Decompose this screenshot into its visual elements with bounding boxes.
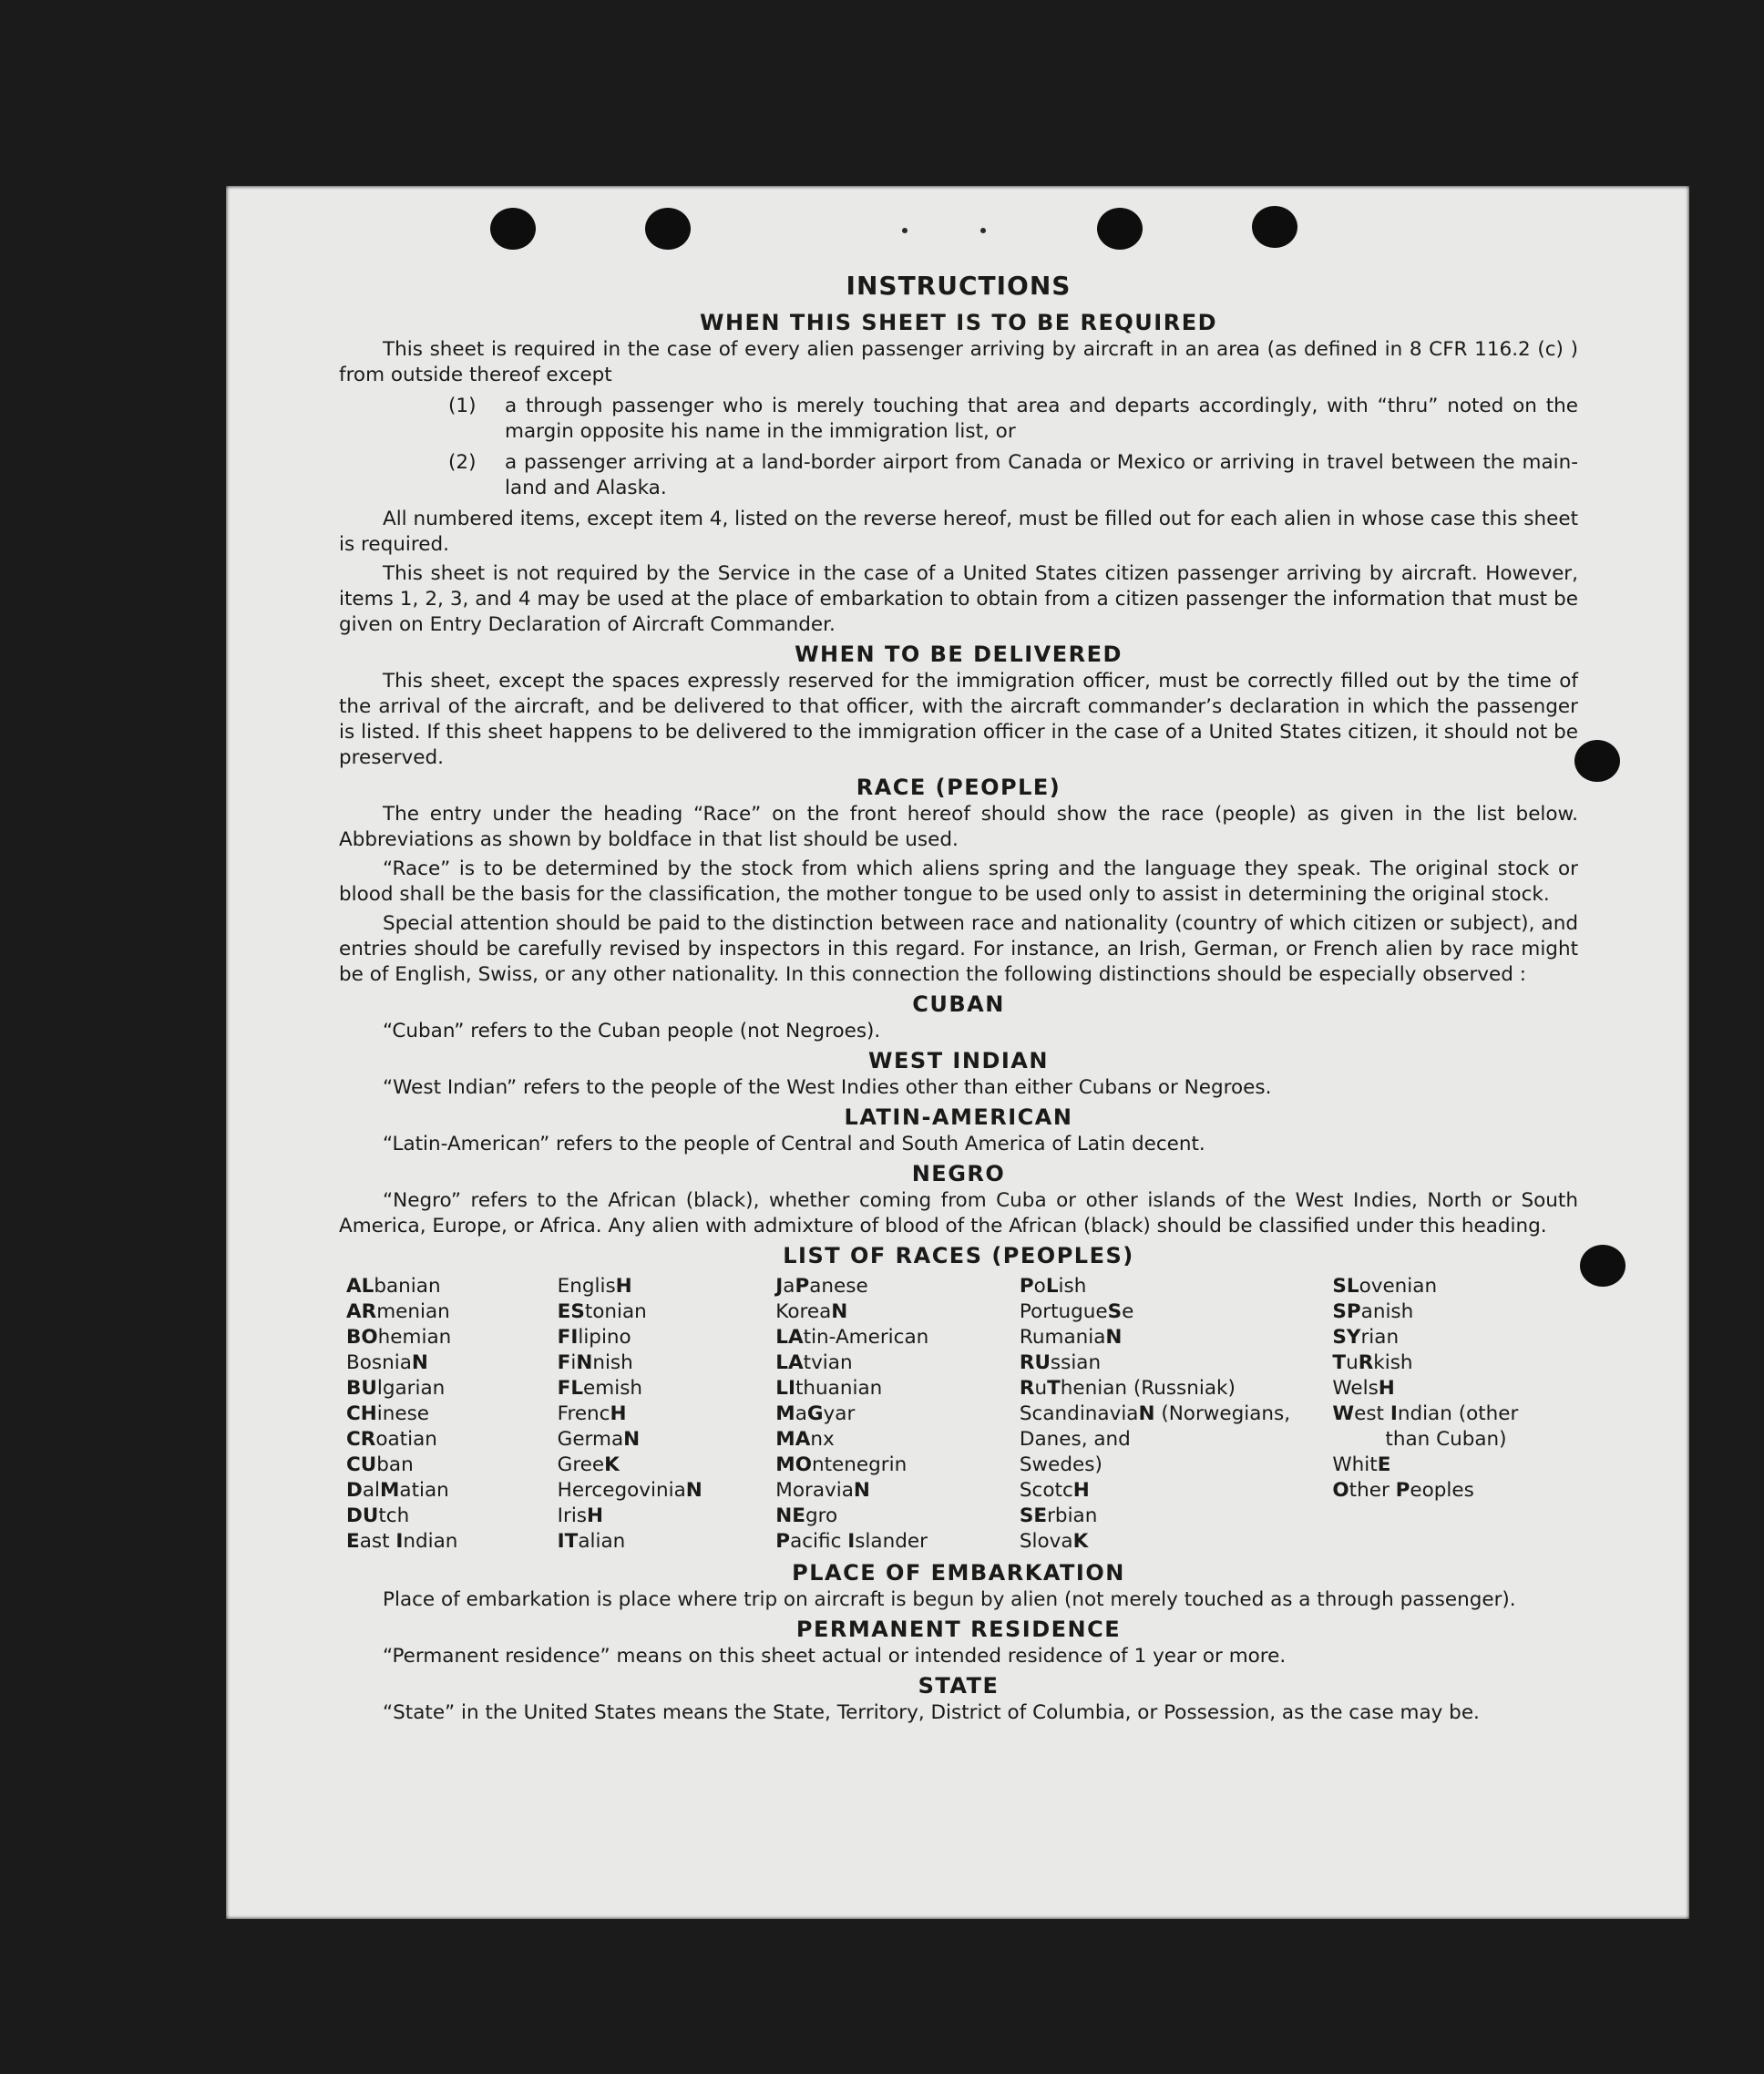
section-heading-delivered: WHEN TO BE DELIVERED [795, 642, 1123, 667]
race-entry: EStonian [557, 1300, 647, 1323]
race-entry: FIlipino [557, 1326, 631, 1349]
page-title: INSTRUCTIONS [846, 271, 1072, 301]
race-entry: SYrian [1332, 1326, 1400, 1349]
race-entry: GermaN [557, 1428, 641, 1451]
instructions-content [339, 273, 1578, 1730]
race-entry: ScandinaviaN (Norwegians, [1019, 1402, 1291, 1425]
race-entry: CRoatian [346, 1428, 437, 1451]
race-para-2: “Race” is to be determined by the stock from which aliens spring and the language they speak. The original stock or blood shall be the basis for the classification, the mother tongue to be used only to assist in determining the original stock. [339, 857, 1578, 906]
item-text: a passenger arriving at a land-border airport from Canada or Mexico or arriving in travel between the main-land and Alaska. [505, 451, 1578, 499]
race-entry: MaGyar [775, 1402, 856, 1425]
race-entry: DUtch [346, 1504, 410, 1527]
race-entry: BOhemian [346, 1326, 452, 1349]
item-number: (1) [448, 395, 477, 417]
section-heading-permanent-residence: PERMANENT RESIDENCE [795, 1617, 1122, 1642]
race-entry: TuRkish [1332, 1351, 1413, 1374]
race-entry: Danes, and [1019, 1428, 1131, 1451]
race-entry: MOntenegrin [775, 1453, 908, 1476]
races-column-4 [1020, 1274, 1332, 1555]
race-entry: WelsH [1332, 1377, 1395, 1400]
race-entry: FLemish [557, 1377, 643, 1400]
race-entry: NEgro [775, 1504, 838, 1527]
race-para-3: Special attention should be paid to the distinction between race and nationality (country of which citizen or subject), and entries should be carefully revised by inspectors in this regard. For instance, an Irish, German, or French alien by race might be of English, Swiss, or any other nationality. In this connection the following distinctions should be especially observed : [339, 912, 1578, 986]
race-entry: RuThenian (Russniak) [1019, 1377, 1236, 1400]
race-entry: ALbanian [346, 1275, 441, 1298]
race-entry: LAtin-American [775, 1326, 929, 1349]
race-entry: JaPanese [775, 1275, 868, 1298]
section-heading-cuban: CUBAN [912, 991, 1005, 1017]
required-intro: This sheet is required in the case of every alien passenger arriving by aircraft in an area (as defined in 8 CFR 116.2 (c) ) from outside thereof except [339, 338, 1578, 386]
race-entry: West Indian (other [1332, 1402, 1519, 1425]
race-entry: MAnx [775, 1428, 835, 1451]
race-entry: MoraviaN [775, 1479, 870, 1502]
document-page [226, 186, 1689, 1919]
punch-hole [1574, 740, 1620, 782]
race-entry: CUban [346, 1453, 414, 1476]
race-entry: RumaniaN [1019, 1326, 1123, 1349]
section-heading-embarkation: PLACE OF EMBARKATION [792, 1560, 1125, 1586]
item-text: a through passenger who is merely touching that area and departs accordingly, with “thru” noted on the margin opposite his name in the immigration list, or [505, 395, 1578, 443]
speck [902, 228, 908, 233]
race-entry: Swedes) [1019, 1453, 1102, 1476]
item-number: (2) [448, 451, 477, 474]
race-entry: RUssian [1019, 1351, 1102, 1374]
delivered-text: This sheet, except the spaces expressly reserved for the immigration officer, must be correctly filled out by the time of the arrival of the aircraft, and be delivered to that officer, with the aircraft commander’s declaration in which the passenger is listed. If this sheet happens to be delivered to the immigration officer in the case of a United States citizen, it should not be preserved. [339, 670, 1578, 769]
race-entry: Pacific Islander [775, 1530, 928, 1553]
race-entry: KoreaN [775, 1300, 848, 1323]
race-entry: GreeK [557, 1453, 620, 1476]
race-entry: ITalian [557, 1530, 626, 1553]
section-heading-latin-american: LATIN-AMERICAN [844, 1104, 1073, 1130]
race-entry: WhitE [1332, 1453, 1391, 1476]
section-heading-race: RACE (PEOPLE) [856, 775, 1061, 800]
races-list [346, 1274, 1578, 1555]
race-entry: SLovenian [1332, 1275, 1438, 1298]
races-column-5 [1332, 1274, 1578, 1555]
punch-hole [490, 208, 536, 250]
race-entry: Other Peoples [1332, 1479, 1474, 1502]
west-indian-text: “West Indian” refers to the people of the West Indies other than either Cubans or Negroes. [383, 1076, 1272, 1099]
race-entry: HercegoviniaN [557, 1479, 703, 1502]
race-entry: SErbian [1019, 1504, 1098, 1527]
punch-hole [1097, 208, 1143, 250]
exception-item-2 [448, 450, 1578, 501]
section-heading-west-indian: WEST INDIAN [868, 1048, 1049, 1073]
race-entry: CHinese [346, 1402, 430, 1425]
negro-text: “Negro” refers to the African (black), whether coming from Cuba or other islands of the West Indies, North or South America, Europe, or Africa. Any alien with admixture of blood of the African (black) should be classified under this heading. [339, 1189, 1578, 1237]
race-entry: ARmenian [346, 1300, 450, 1323]
punch-hole [1580, 1245, 1626, 1287]
race-entry: PortugueSe [1019, 1300, 1134, 1323]
race-entry: FrencH [557, 1402, 627, 1425]
section-heading-list-of-races: LIST OF RACES (PEOPLES) [783, 1243, 1134, 1268]
punch-hole [645, 208, 691, 250]
race-entry: PoLish [1019, 1275, 1087, 1298]
speck [980, 228, 986, 233]
required-para-3: This sheet is not required by the Service in the case of a United States citizen passenger arriving by aircraft. However, items 1, 2, 3, and 4 may be used at the place of embarkation to obtain from a citizen passenger the information that must be given on Entry Declaration of Aircraft Commander. [339, 562, 1578, 636]
race-entry: BosniaN [346, 1351, 428, 1374]
punch-hole [1252, 206, 1297, 248]
state-text: “State” in the United States means the State, Territory, District of Columbia, or Possession, as the case may be. [383, 1701, 1480, 1724]
section-heading-required: WHEN THIS SHEET IS TO BE REQUIRED [699, 310, 1218, 335]
races-column-2 [558, 1274, 776, 1555]
race-entry: SlovaK [1019, 1530, 1089, 1553]
race-entry: DalMatian [346, 1479, 449, 1502]
race-entry: LIthuanian [775, 1377, 883, 1400]
races-column-1 [346, 1274, 558, 1555]
race-entry: FiNnish [557, 1351, 633, 1374]
latin-american-text: “Latin-American” refers to the people of Central and South America of Latin decent. [383, 1133, 1205, 1155]
race-entry: LAtvian [775, 1351, 853, 1374]
race-para-1: The entry under the heading “Race” on the front hereof should show the race (people) as given in the list below. Abbreviations as shown by boldface in that list should be used. [339, 803, 1578, 851]
section-heading-state: STATE [918, 1673, 1000, 1699]
race-entry: EnglisH [557, 1275, 632, 1298]
races-column-3 [775, 1274, 1020, 1555]
race-entry: East Indian [346, 1530, 458, 1553]
race-entry: ScotcH [1019, 1479, 1090, 1502]
race-entry: than Cuban) [1385, 1428, 1507, 1451]
race-entry: BUlgarian [346, 1377, 446, 1400]
exception-item-1 [448, 394, 1578, 445]
race-entry: SPanish [1332, 1300, 1414, 1323]
cuban-text: “Cuban” refers to the Cuban people (not Negroes). [383, 1020, 881, 1042]
section-heading-negro: NEGRO [911, 1161, 1006, 1186]
required-para-2: All numbered items, except item 4, listed on the reverse hereof, must be filled out for each alien in whose case this sheet is required. [339, 508, 1578, 556]
permanent-residence-text: “Permanent residence” means on this sheet actual or intended residence of 1 year or more. [383, 1645, 1287, 1668]
embarkation-text: Place of embarkation is place where trip on aircraft is begun by alien (not merely touched as a through passenger). [383, 1588, 1516, 1611]
race-entry: IrisH [557, 1504, 604, 1527]
